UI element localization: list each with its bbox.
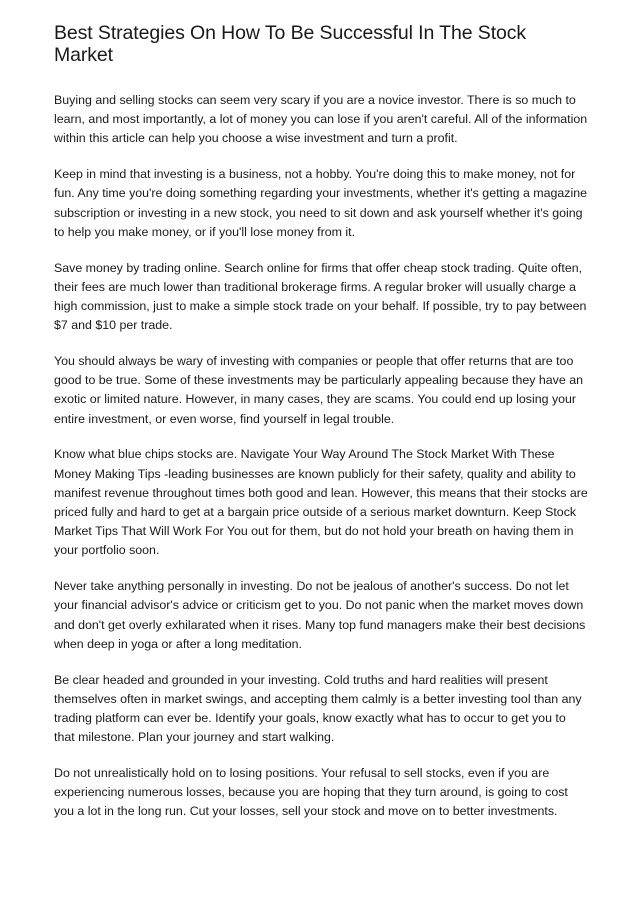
paragraph-trade-online: Save money by trading online. Search online for firms that offer cheap stock trading. Quite often, their fees are much lower than traditional brokerage firms. A regular broker will usually charge a high commission, just to make a simple stock trade on your behalf. If possible, try to pay between $7 and $10 per trade. bbox=[54, 260, 587, 333]
paragraph-blue-chips: Know what blue chips stocks are. Navigate Your Way Around The Stock Market With These Money Making Tips -leading businesses are known publicly for their safety, quality and ability to manifest revenue throughout times both good and lean. However, this means that their stocks are priced fully and hard to get at a bargain price outside of a serious market downturn. Keep Stock Market Tips That Will Work For You out for them, but do not hold your breath on having them in your portfolio soon. bbox=[54, 447, 588, 558]
paragraph-losing-positions: Do not unrealistically hold on to losing positions. Your refusal to sell stocks, even if you are experiencing numerous losses, because you are hoping that they turn around, is going to cost you a lot in the long run. Cut your losses, sell your stock and move on to better investments. bbox=[54, 766, 568, 819]
paragraph-business-not-hobby: Keep in mind that investing is a business, not a hobby. You're doing this to make money, not for fun. Any time you're doing something regarding your investments, whether it's getting a magazine subscription or investing in a new stock, you need to sit down and ask yourself whether it's going to help you make money, or if you'll lose money from it. bbox=[54, 167, 588, 239]
document-page bbox=[54, 22, 589, 838]
page-title: Best Strategies On How To Be Successful In The Stock Market bbox=[54, 22, 527, 66]
paragraph-clear-headed: Be clear headed and grounded in your investing. Cold truths and hard realities will present themselves often in market swings, and accepting them calmly is a better investing tool than any trading platform can ever be. Identify your goals, know exactly what has to occur to get you to that milestone. Plan your journey and start walking. bbox=[54, 672, 582, 745]
paragraph-wary-of-returns: You should always be wary of investing with companies or people that offer returns that are too good to be true. Some of these investments may be particularly appealing because they have an exotic or limited nature. However, in many cases, they are scams. You could end up losing your entire investment, or even worse, find yourself in legal trouble. bbox=[54, 354, 583, 426]
paragraph-not-personal: Never take anything personally in investing. Do not be jealous of another's success. Do not let your financial advisor's advice or criticism get to you. Do not panic when the market moves down and don't get overly exhilarated when it rises. Many top fund managers make their best decisions when deep in yoga or after a long meditation. bbox=[54, 579, 586, 651]
paragraph-intro: Buying and selling stocks can seem very scary if you are a novice investor. There is so much to learn, and most importantly, a lot of money you can lose if you aren't careful. All of the information within this article can help you choose a wise investment and turn a profit. bbox=[54, 93, 588, 146]
